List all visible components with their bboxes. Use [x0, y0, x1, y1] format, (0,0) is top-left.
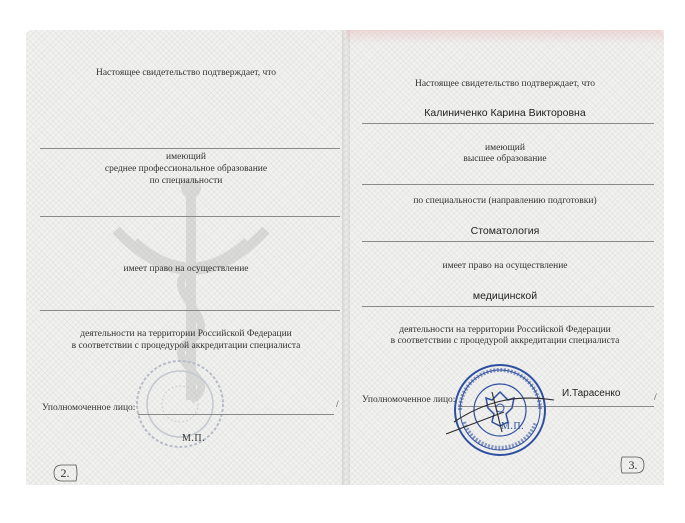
certifies-text: Настоящее свидетельство подтверждает, что — [414, 79, 596, 89]
activity-text-1: деятельности на территории Российской Федерации — [399, 325, 611, 335]
education-text: среднее профессиональное образование — [104, 164, 268, 174]
page-number: 2. — [60, 465, 70, 480]
holder-name: Калиниченко Карина Викторовна — [424, 107, 586, 119]
faded-stamp-icon — [134, 358, 226, 450]
specialty-label: по специальности (направлению подготовки) — [413, 196, 597, 206]
specialty-label: по специальности — [149, 176, 223, 186]
authorized-person-label: Уполномоченное лицо: — [42, 403, 136, 413]
stamp-place-label: М.П. — [501, 421, 525, 432]
signature-slash: / — [336, 400, 339, 410]
activity-type-line — [40, 310, 340, 311]
specialty-value: Стоматология — [470, 225, 540, 237]
signature-slash: / — [654, 393, 657, 403]
page-number-badge — [50, 462, 80, 484]
activity-type-value: медицинской — [472, 290, 538, 302]
activity-type-line — [362, 306, 654, 307]
specialty-line — [40, 216, 340, 217]
certifies-text: Настоящее свидетельство подтверждает, что — [95, 68, 277, 78]
activity-text-1: деятельности на территории Российской Федерации — [80, 329, 292, 339]
left-page — [26, 30, 346, 485]
education-text: высшее образование — [463, 154, 547, 164]
having-text: имеющий — [485, 143, 525, 153]
page-edge-tint — [346, 30, 664, 44]
right-text: имеет право на осуществление — [123, 264, 249, 274]
right-text: имеет право на осуществление — [442, 261, 568, 271]
stamp-place-label: М.П. — [182, 433, 206, 444]
holder-name-line — [40, 148, 340, 149]
book-spine — [342, 30, 350, 485]
signature-scribble — [444, 382, 564, 442]
education-line — [362, 184, 654, 185]
having-text: имеющий — [166, 152, 206, 162]
activity-text-2: в соответствии с процедурой аккредитации специалиста — [390, 336, 620, 346]
page-number-badge — [618, 454, 648, 476]
authorized-person-label: Уполномоченное лицо: — [362, 395, 456, 405]
signature-line — [138, 414, 334, 415]
signer-name: И.Тарасенко — [562, 388, 621, 399]
right-page — [346, 30, 664, 485]
page-number: 3. — [628, 457, 638, 472]
holder-name-line — [362, 123, 654, 124]
specialty-line — [362, 241, 654, 242]
activity-text-2: в соответствии с процедурой аккредитации специалиста — [71, 341, 301, 351]
